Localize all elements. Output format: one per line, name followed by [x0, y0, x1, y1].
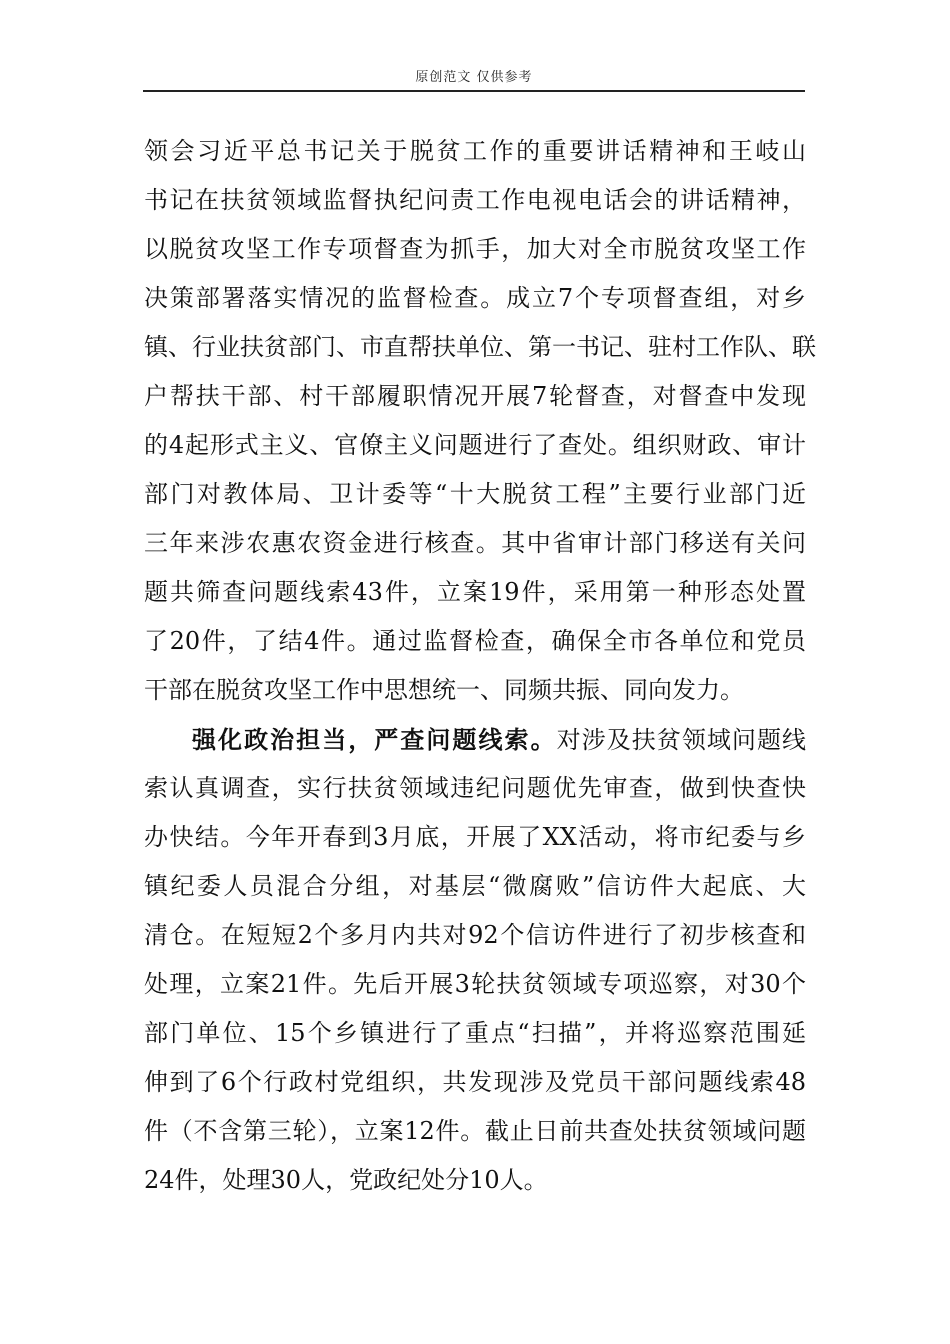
paragraph-line: 部门单位、15个乡镇进行了重点“扫描”，并将巡察范围延: [144, 1019, 806, 1047]
paragraph-line: 领会习近平总书记关于脱贫工作的重要讲话精神和王岐山: [144, 137, 806, 165]
paragraph-line: 以脱贫攻坚工作专项督查为抓手，加大对全市脱贫攻坚工作: [144, 235, 806, 263]
paragraph-line: 干部在脱贫攻坚工作中思想统一、同频共振、同向发力。: [144, 676, 744, 704]
page-header: [143, 66, 805, 92]
paragraph-line: 书记在扶贫领域监督执纪问责工作电视电话会的讲话精神，: [144, 186, 806, 214]
paragraph-line: 决策部署落实情况的监督检查。成立7个专项督查组，对乡: [144, 284, 806, 312]
paragraph-lead: 强化政治担当，严查问题线索。: [192, 725, 557, 754]
paragraph-1: [144, 127, 816, 715]
paragraph-line: 镇、行业扶贫部门、市直帮扶单位、第一书记、驻村工作队、联: [144, 333, 816, 361]
paragraph-2: [144, 715, 806, 1205]
paragraph-line: 了20件，了结4件。通过监督检查，确保全市各单位和党员: [144, 627, 806, 655]
paragraph-line: 题共筛查问题线索43件，立案19件，采用第一种形态处置: [144, 578, 806, 606]
paragraph-line: 三年来涉农惠农资金进行核查。其中省审计部门移送有关问: [144, 529, 806, 557]
paragraph-line: 部门对教体局、卫计委等“十大脱贫工程”主要行业部门近: [144, 480, 806, 508]
paragraph-line: 的4起形式主义、官僚主义问题进行了查处。组织财政、审计: [144, 431, 806, 459]
paragraph-line: 处理，立案21件。先后开展3轮扶贫领域专项巡察，对30个: [144, 970, 806, 998]
paragraph-line: 镇纪委人员混合分组，对基层“微腐败”信访件大起底、大: [144, 872, 806, 900]
header-text: 原创范文 仅供参考: [415, 70, 533, 85]
paragraph-line: 伸到了6个行政村党组织，共发现涉及党员干部问题线索48: [144, 1068, 806, 1096]
paragraph-line: 件（不含第三轮），立案12件。截止日前共查处扶贫领域问题: [144, 1117, 806, 1145]
paragraph-line: 办快结。今年开春到3月底，开展了XX活动，将市纪委与乡: [144, 823, 806, 851]
document-body: [144, 127, 816, 1205]
paragraph-first-line: [144, 715, 806, 764]
paragraph-line: 清仓。在短短2个多月内共对92个信访件进行了初步核查和: [144, 921, 806, 949]
paragraph-first-line-rest: 对涉及扶贫领域问题线: [556, 726, 806, 754]
paragraph-line: 索认真调查，实行扶贫领域违纪问题优先审查，做到快查快: [144, 774, 806, 802]
paragraph-line: 24件，处理30人，党政纪处分10人。: [144, 1166, 548, 1194]
paragraph-line: 户帮扶干部、村干部履职情况开展7轮督查，对督查中发现: [144, 382, 806, 410]
